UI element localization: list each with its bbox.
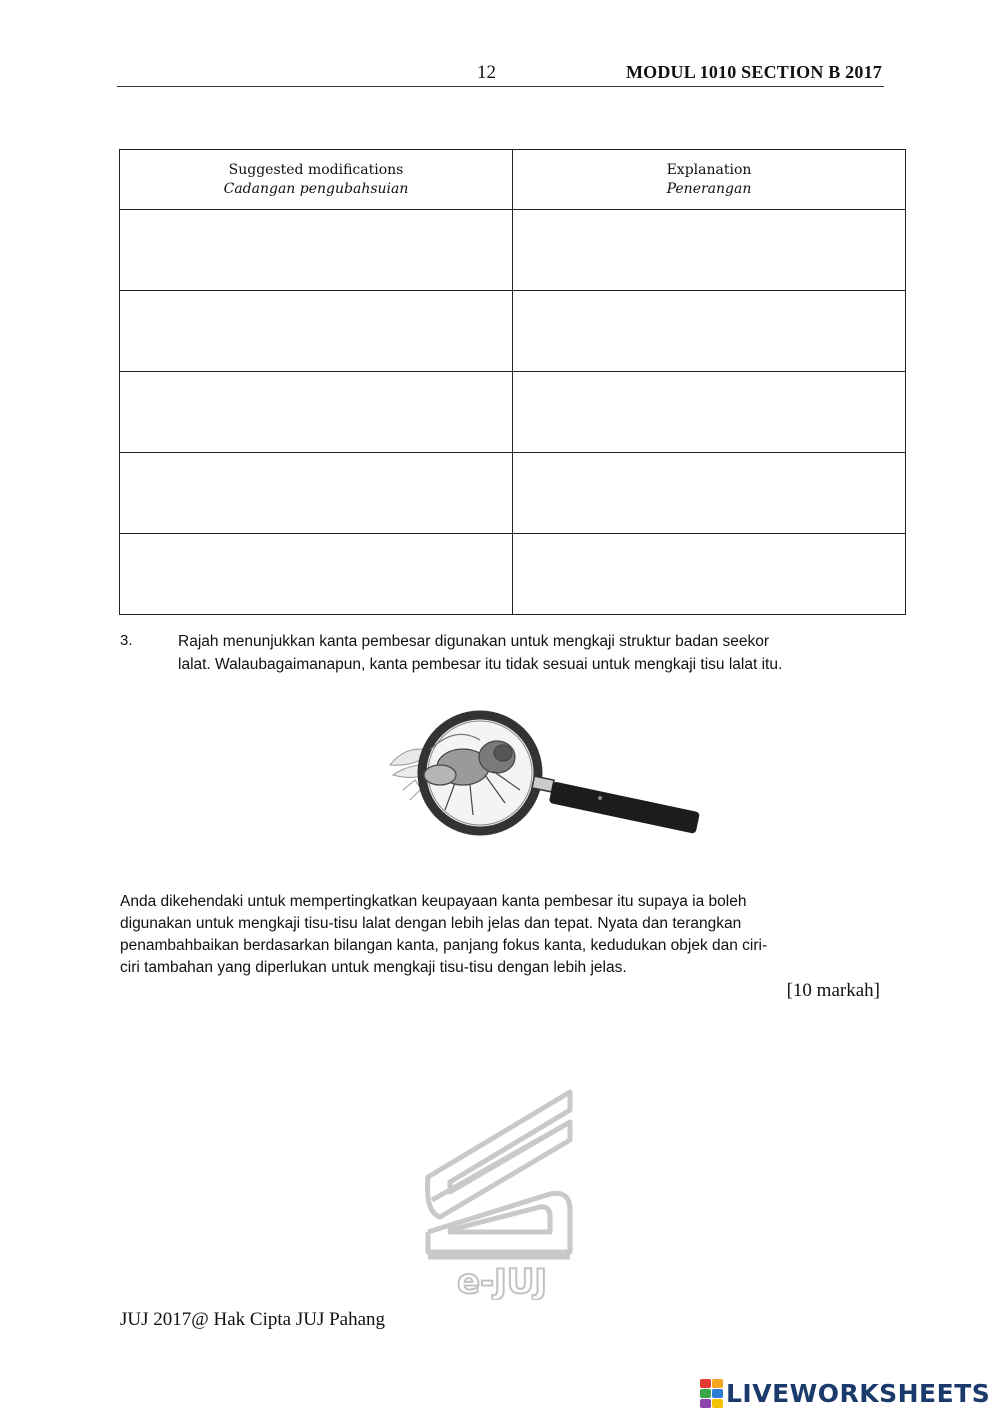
marks-label: [10 markah] (786, 980, 880, 1001)
column-header-modifications (120, 150, 513, 210)
modification-cell[interactable] (120, 210, 513, 291)
table-row (120, 372, 906, 453)
copyright-footer: JUJ 2017@ Hak Cipta JUJ Pahang (120, 1309, 386, 1330)
explanation-cell[interactable] (513, 534, 906, 615)
modification-cell[interactable] (120, 453, 513, 534)
table-row (120, 453, 906, 534)
modification-cell[interactable] (120, 534, 513, 615)
page-header (117, 58, 884, 87)
explanation-cell[interactable] (513, 372, 906, 453)
question-line: Rajah menunjukkan kanta pembesar digunakan untuk mengkaji struktur badan seekor (178, 633, 770, 650)
liveworksheets-logo-icon (700, 1379, 722, 1407)
paragraph-line: Anda dikehendaki untuk mempertingkatkan keupayaan kanta pembesar itu supaya ia boleh (120, 893, 747, 910)
table-row (120, 291, 906, 372)
paragraph-line: penambahbaikan berdasarkan bilangan kanta, panjang fokus kanta, kedudukan objek dan ciri- (120, 937, 768, 954)
liveworksheets-branding (700, 1378, 990, 1408)
module-title: MODUL 1010 SECTION B 2017 (625, 62, 882, 82)
table-row (120, 210, 906, 291)
explanation-cell[interactable] (513, 210, 906, 291)
question-line: lalat. Walaubagaimanapun, kanta pembesar itu tidak sesuai untuk mengkaji tisu lalat itu. (178, 656, 783, 673)
lens-handle (549, 781, 700, 834)
modification-cell[interactable] (120, 291, 513, 372)
column-title-ms: Cadangan pengubahsuian (223, 180, 409, 197)
ejuj-watermark (420, 1082, 585, 1300)
column-header-explanation (513, 150, 906, 210)
magnifying-glass-fly-icon (385, 695, 705, 855)
table-header-row (120, 150, 906, 210)
magnifying-glass-figure (385, 695, 705, 855)
ejuj-logo-icon (420, 1082, 585, 1300)
column-title-en: Explanation (666, 161, 752, 178)
table-row (120, 534, 906, 615)
modification-cell[interactable] (120, 372, 513, 453)
explanation-cell[interactable] (513, 453, 906, 534)
liveworksheets-brand-text: LIVEWORKSHEETS (726, 1378, 991, 1408)
column-title-ms: Penerangan (666, 180, 752, 197)
explanation-cell[interactable] (513, 291, 906, 372)
paragraph-line: ciri tambahan yang diperlukan untuk mengkaji tisu-tisu dengan lebih jelas. (120, 959, 627, 976)
page-number: 12 (477, 62, 496, 83)
question-text (178, 630, 898, 676)
modifications-table (119, 149, 906, 615)
instruction-paragraph (120, 891, 880, 979)
paragraph-line: digunakan untuk mengkaji tisu-tisu lalat dengan lebih jelas dan tepat. Nyata dan terangkan (120, 915, 742, 932)
ejuj-watermark-text: e-JUJ (456, 1262, 548, 1300)
column-title-en: Suggested modifications (228, 161, 404, 178)
question-number: 3. (120, 632, 133, 649)
